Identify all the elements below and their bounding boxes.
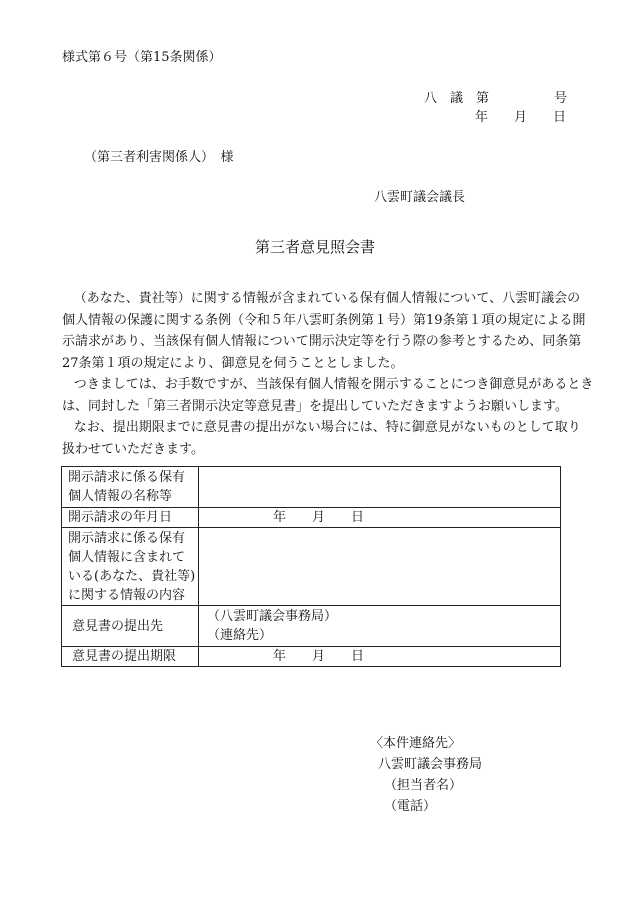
- destination-line: （八雲町議会事務局）: [207, 609, 338, 624]
- label-line: 開示請求に係る保有: [68, 470, 186, 485]
- document-title: 第三者意見照会書: [254, 238, 375, 256]
- table-row: [62, 467, 561, 508]
- contact-phone: （電話）: [384, 799, 437, 814]
- label-line: 個人情報の名称等: [68, 489, 173, 504]
- body-text: [62, 288, 594, 460]
- body-line: なお、提出期限までに意見書の提出がない場合には、特に御意見がないものとして取り: [73, 420, 581, 435]
- label-submission-deadline: 意見書の提出期限: [62, 647, 199, 667]
- value-info-content: [199, 528, 561, 606]
- contact-block: [370, 733, 482, 817]
- contact-office: 八雲町議会事務局: [378, 757, 483, 772]
- value-submission-destination: [199, 606, 561, 647]
- label-request-date: 開示請求の年月日: [62, 508, 199, 528]
- label-personal-info-name: [62, 467, 199, 508]
- body-line: つきましては、お手数ですが、当該保有個人情報を開示することにつき御意見があるとき: [73, 377, 594, 392]
- value-submission-deadline: [199, 647, 561, 667]
- body-line: 示請求があり、当該保有個人情報について開示決定等を行う際の参考とするため、同条第: [62, 334, 582, 349]
- contact-person: （担当者名）: [384, 778, 463, 793]
- value-request-date: [199, 508, 561, 528]
- label-info-content: [62, 528, 199, 606]
- destination-line: （連絡先）: [207, 628, 273, 643]
- label-line: に関する情報の内容: [68, 587, 186, 603]
- table-row: [62, 508, 561, 528]
- form-number: 様式第６号（第15条関係）: [62, 50, 222, 65]
- body-line: 27条第１項の規定により、御意見を伺うこととしました。: [62, 355, 404, 371]
- table-row: [62, 606, 561, 647]
- request-date-text: 年 月 日: [273, 510, 365, 525]
- deadline-date-text: 年 月 日: [273, 649, 365, 664]
- sender: 八雲町議会議長: [374, 190, 466, 205]
- body-line: 個人情報の保護に関する条例（令和５年八雲町条例第１号）第19条第１項の規定による開: [62, 312, 586, 328]
- body-line: は、同封した「第三者開示決定等意見書」を提出していただきますようお願いします。: [62, 398, 568, 414]
- label-line: 個人情報に含まれて: [68, 549, 186, 565]
- label-submission-destination: 意見書の提出先: [62, 606, 199, 647]
- table-row: [62, 647, 561, 667]
- body-line: （あなた、貴社等）に関する情報が含まれている保有個人情報について、八雲町議会の: [73, 291, 581, 306]
- label-line: いる(あなた、貴社等): [68, 568, 196, 584]
- label-line: 開示請求に係る保有: [68, 530, 186, 546]
- contact-heading: 〈本件連絡先〉: [370, 736, 462, 751]
- reference-number: 八 議 第 号: [424, 91, 568, 106]
- table-row: [62, 528, 561, 606]
- value-personal-info-name: [199, 467, 561, 508]
- addressee: （第三者利害関係人） 様: [84, 150, 234, 165]
- document-date: 年 月 日: [475, 110, 567, 125]
- info-table: [61, 466, 561, 667]
- body-line: 扱わせていただきます。: [62, 441, 204, 457]
